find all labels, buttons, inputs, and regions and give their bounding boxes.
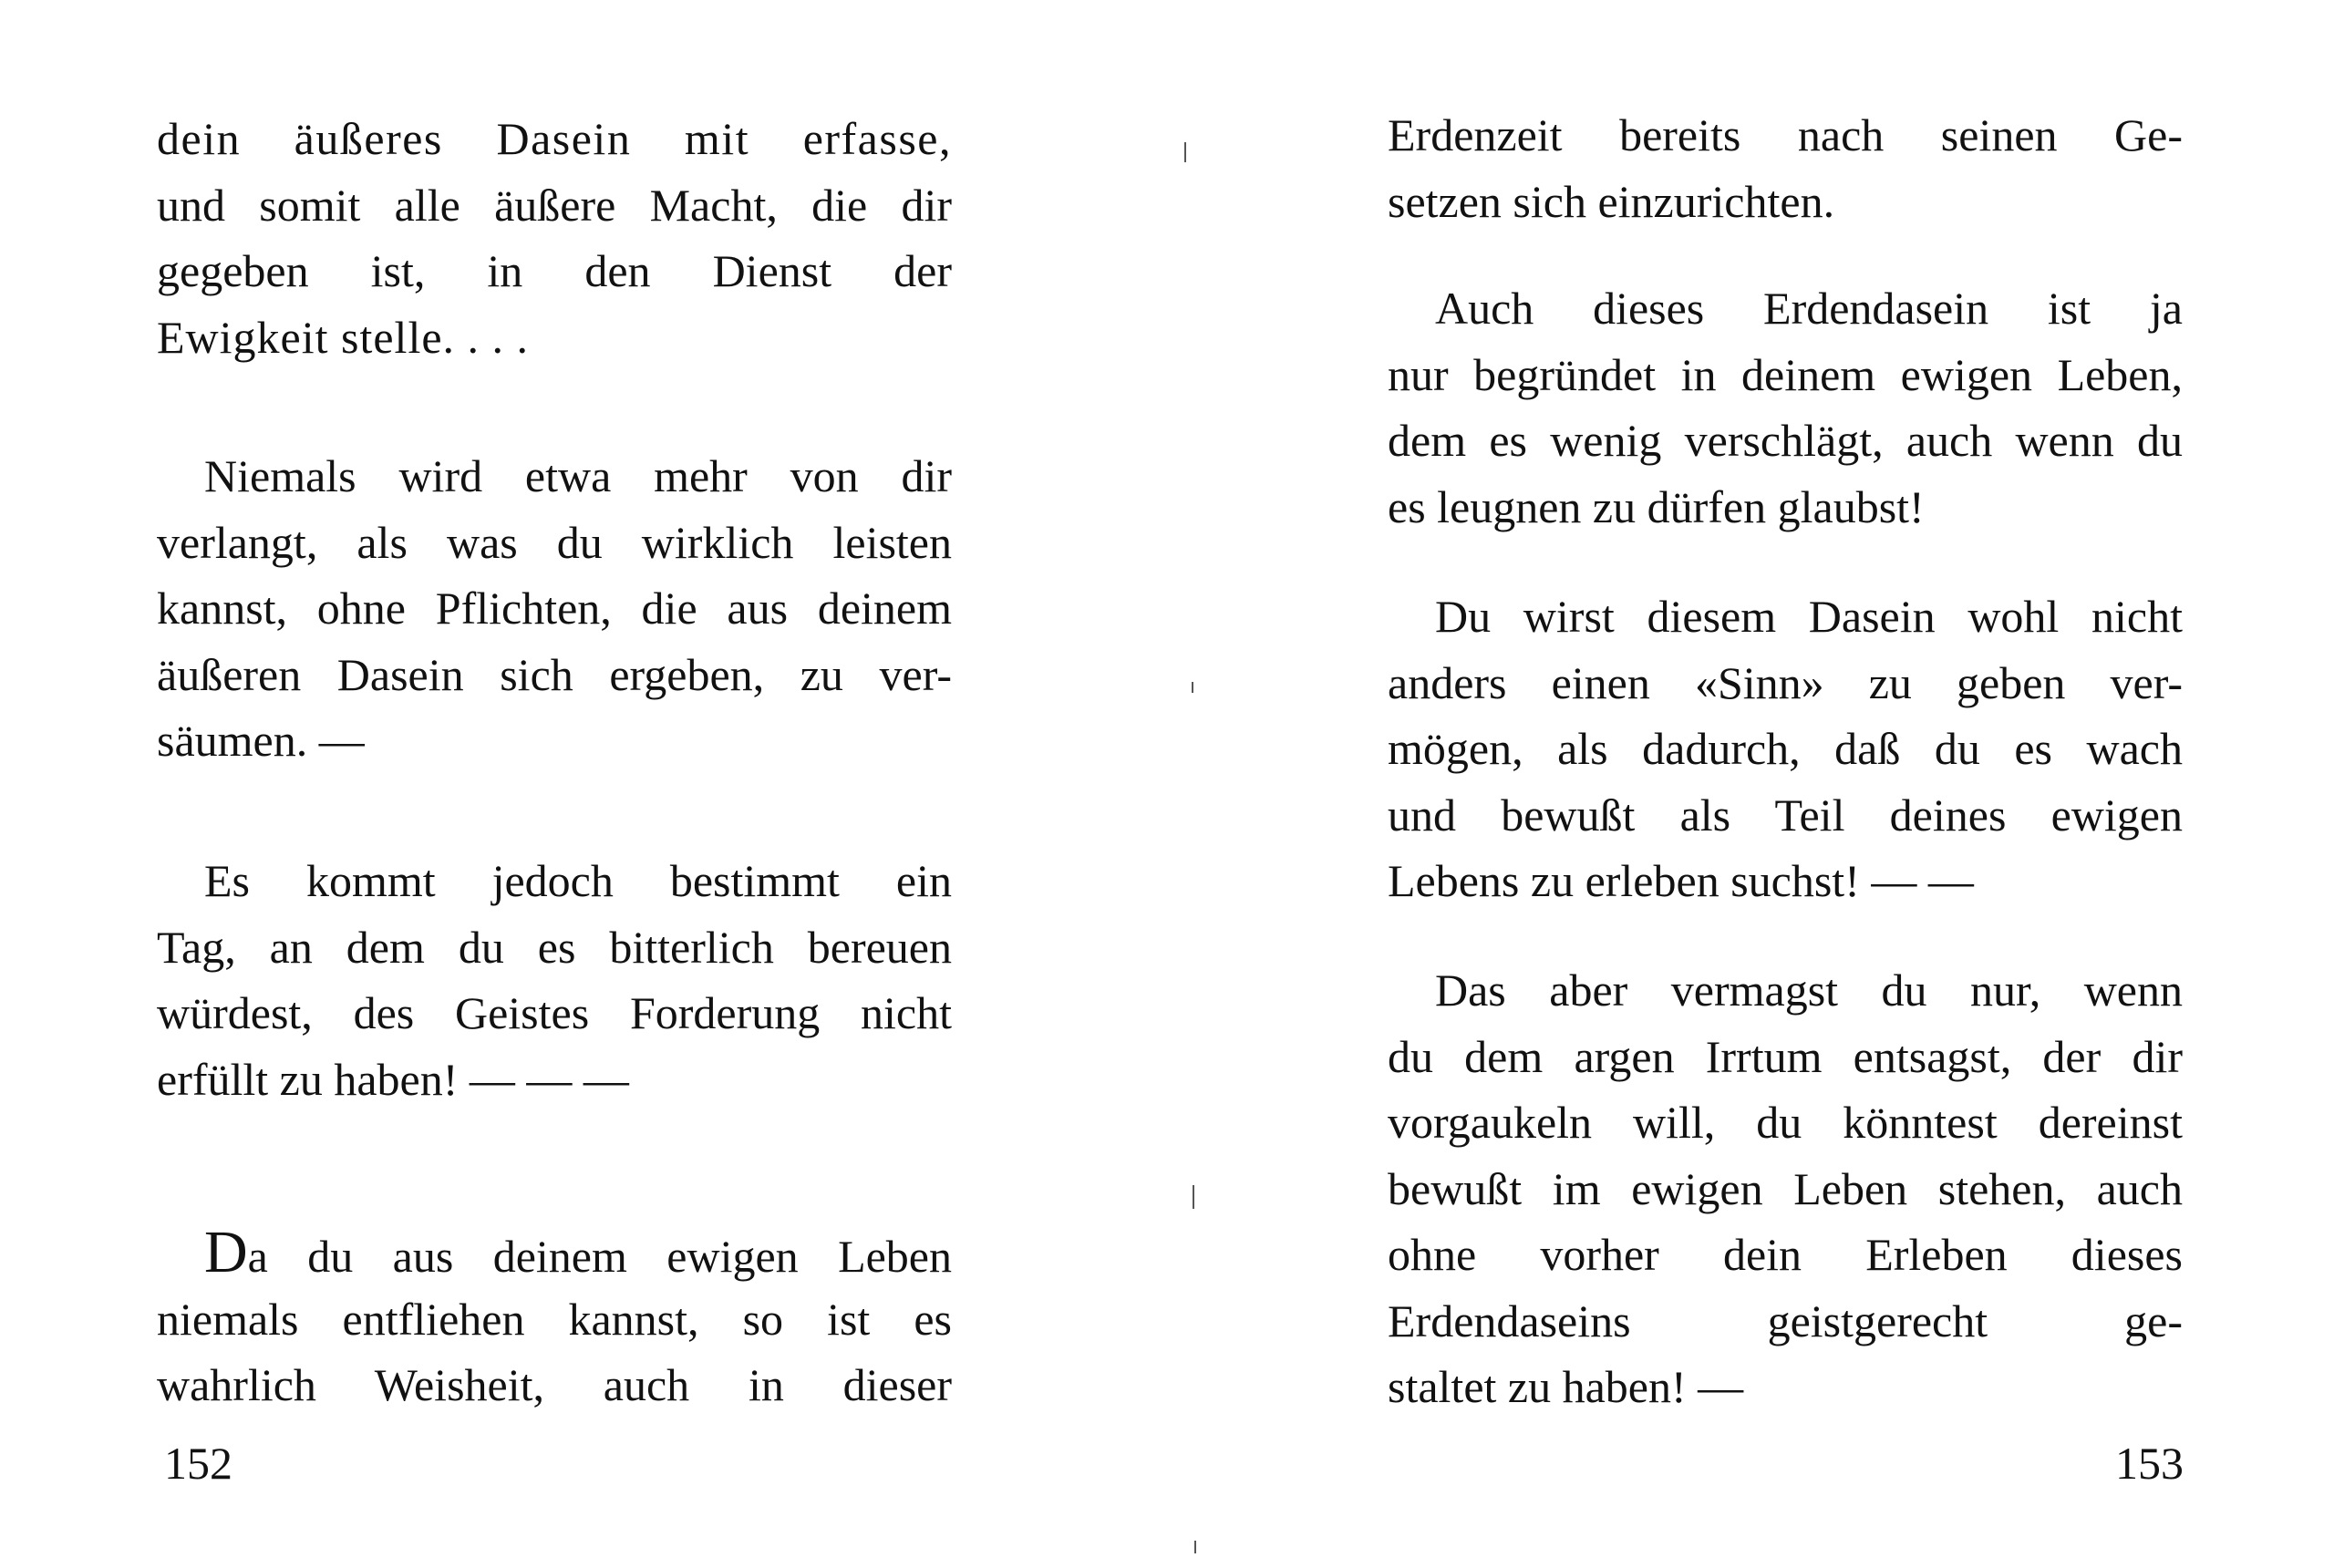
text-line: gegeben ist, in den Dienst der: [157, 245, 952, 296]
text-line: bewußt im ewigen Leben stehen, auch: [1388, 1162, 2183, 1214]
text-line: würdest, des Geistes Forderung nicht: [157, 987, 952, 1038]
text-line: erfüllt zu haben! — — —: [157, 1053, 629, 1105]
paragraph: [1388, 102, 2183, 234]
text-line: äußeren Dasein sich ergeben, zu ver-: [157, 648, 952, 700]
text-line: ohne vorher dein Erleben dieses: [1388, 1229, 2183, 1280]
text-line: du dem argen Irrtum entsagst, der dir: [1388, 1030, 2183, 1082]
text-line: wahrlich Weisheit, auch in dieser: [157, 1359, 952, 1410]
text-line: setzen sich einzurichten.: [1388, 175, 1835, 227]
page-number: 153: [2115, 1438, 2184, 1489]
right-page: [1167, 0, 2334, 1568]
text-line: Erdenzeit bereits nach seinen Ge-: [1388, 109, 2183, 160]
text-line: dem es wenig verschlägt, auch wenn du: [1388, 415, 2183, 466]
text-line: vorgaukeln will, du könntest dereinst: [1388, 1097, 2183, 1148]
text-line: dein äußeres Dasein mit erfasse,: [157, 113, 952, 164]
text-line: Du wirst diesem Dasein wohl nicht: [1435, 591, 2183, 642]
text-line: kannst, ohne Pflichten, die aus deinem: [157, 583, 952, 634]
text-line: und somit alle äußere Macht, die dir: [157, 179, 952, 231]
text-line: nur begründet in deinem ewigen Leben,: [1388, 348, 2183, 400]
page-number: 152: [164, 1438, 232, 1489]
text-line: Lebens zu erleben suchst! — —: [1388, 855, 1974, 906]
text-line: Das aber vermagst du nur, wenn: [1435, 965, 2183, 1016]
text-line: es leugnen zu dürfen glaubst!: [1388, 480, 1925, 532]
initial-letter: D: [204, 1219, 248, 1285]
text-line: Niemals wird etwa mehr von dir: [204, 450, 952, 501]
text-line: verlangt, als was du wirklich leisten: [157, 516, 952, 568]
paragraph: [157, 106, 952, 370]
text-line: anders einen «Sinn» zu geben ver-: [1388, 656, 2183, 708]
text-line-rest: a du aus deinem ewigen Leben: [247, 1231, 952, 1282]
text-line: säumen. —: [157, 715, 365, 766]
text-line: [157, 1220, 952, 1286]
text-line: staltet zu haben! —: [1388, 1361, 1744, 1412]
text-line: Ewigkeit stelle. . . .: [157, 311, 530, 363]
text-line: und bewußt als Teil deines ewigen: [1388, 789, 2183, 841]
text-line: Erdendaseins geistgerecht ge-: [1388, 1295, 2183, 1346]
text-line: Es kommt jedoch bestimmt ein: [204, 855, 952, 906]
paragraph: [1388, 275, 2183, 540]
text-line: Tag, an dem du es bitterlich bereuen: [157, 921, 952, 973]
text-line: mögen, als dadurch, daß du es wach: [1388, 723, 2183, 774]
text-line: Auch dieses Erdendasein ist ja: [1435, 283, 2183, 334]
text-line: niemals entfliehen kannst, so ist es: [157, 1293, 952, 1345]
paragraph: [157, 443, 952, 774]
paragraph: [1388, 957, 2183, 1420]
paragraph: [157, 1220, 952, 1418]
paragraph: [157, 848, 952, 1112]
paragraph: [1388, 583, 2183, 914]
